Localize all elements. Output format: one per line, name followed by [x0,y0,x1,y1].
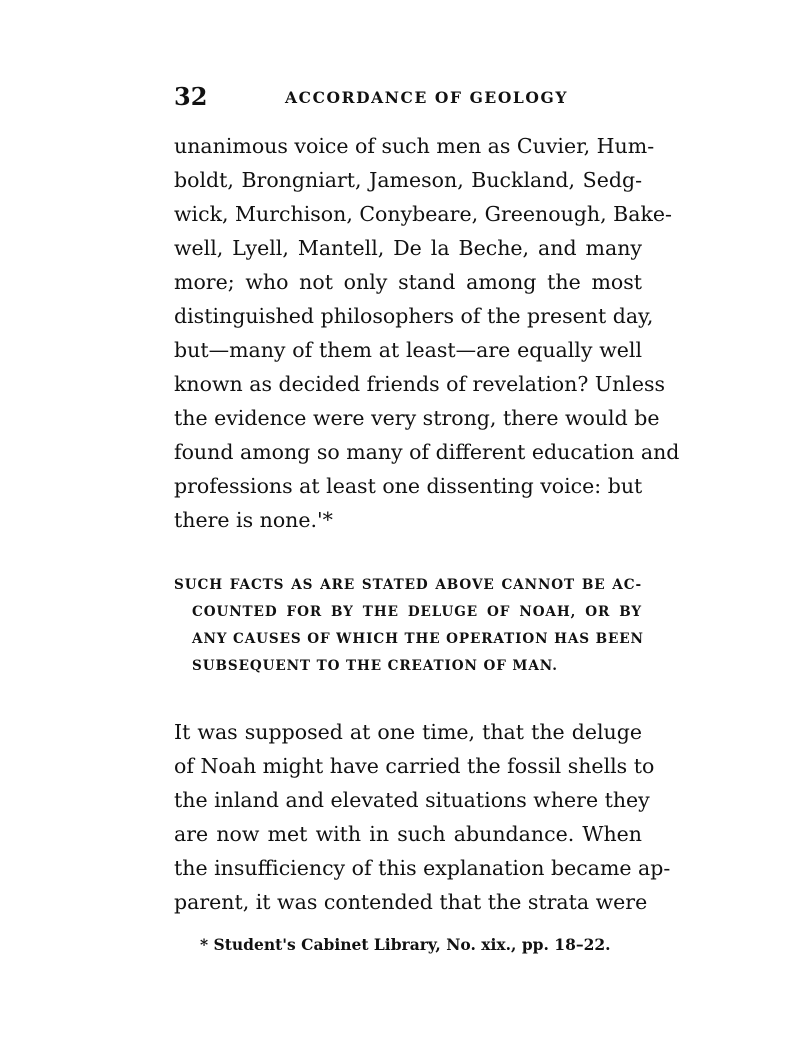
running-title: ACCORDANCE OF GEOLOGY [285,88,569,107]
text-line: wick, Murchison, Conybeare, Greenough, Bake- [174,202,672,226]
text-line: of Noah might have carried the fossil shells to [174,754,655,778]
text-line: the evidence were very strong, there would be [174,406,660,430]
text-line: well, Lyell, Mantell, De la Beche, and many [174,236,642,260]
footnote: * Student's Cabinet Library, No. xix., pp. 18–22. [200,935,611,954]
text-line: parent, it was contended that the strata were [174,890,648,914]
heading-line: SUCH FACTS AS ARE STATED ABOVE CANNOT BE AC- [174,577,642,593]
text-line: professions at least one dissenting voice: but [174,474,643,498]
text-line: more; who not only stand among the most [174,270,642,294]
text-line: boldt, Brongniart, Jameson, Buckland, Sedg- [174,168,642,192]
text-line: are now met with in such abundance. When [174,822,642,846]
heading-line: SUBSEQUENT TO THE CREATION OF MAN. [192,658,558,674]
text-line: distinguished philosophers of the present day, [174,304,654,328]
text-line: but—many of them at least—are equally well [174,338,642,362]
text-line: the insufficiency of this explanation became ap- [174,856,671,880]
text-line: the inland and elevated situations where they [174,788,650,812]
text-line: unanimous voice of such men as Cuvier, Hum- [174,134,655,158]
text-line: It was supposed at one time, that the deluge [174,720,642,744]
page-number: 32 [174,82,208,111]
text-line: found among so many of different education and [174,440,680,464]
text-line: known as decided friends of revelation? Unless [174,372,666,396]
heading-line: COUNTED FOR BY THE DELUGE OF NOAH, OR BY [192,604,642,620]
running-head [174,82,644,114]
text-line: there is none.'* [174,508,333,532]
heading-line: ANY CAUSES OF WHICH THE OPERATION HAS BEEN [192,631,644,647]
